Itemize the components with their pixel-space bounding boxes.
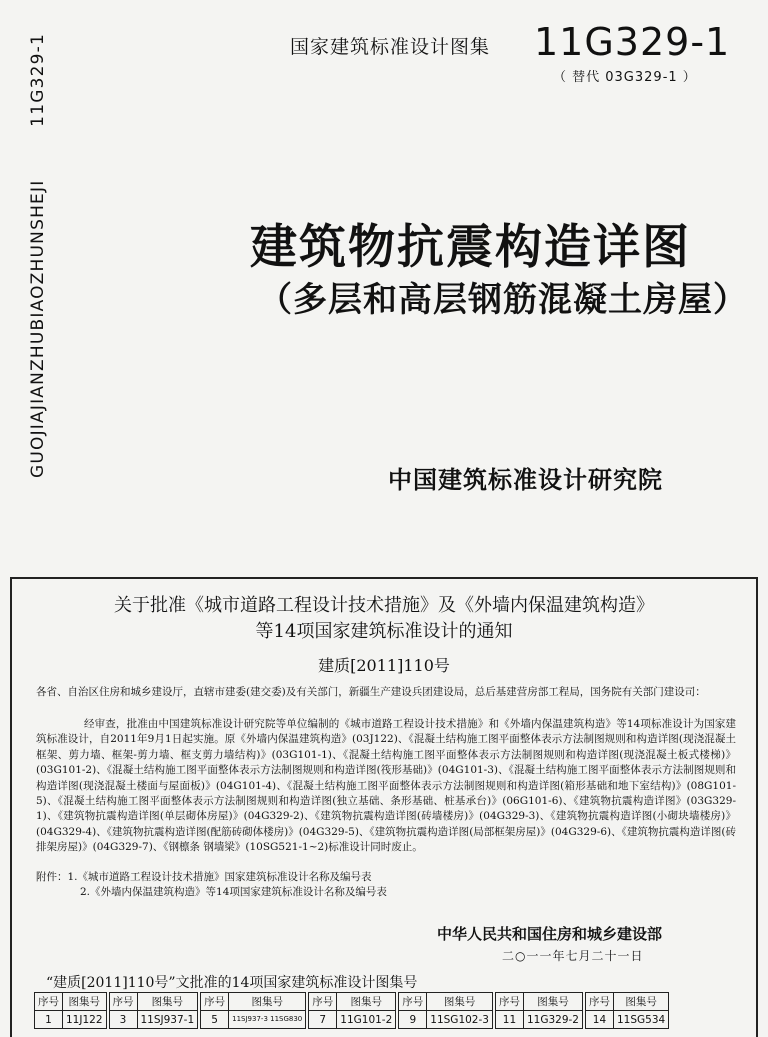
notice-title [12, 593, 756, 645]
header-cell: 图集号 [613, 993, 668, 1011]
atlas-label: 国家建筑标准设计图集 [290, 36, 491, 58]
header-cell: 序号 [585, 993, 613, 1011]
attachment-2: 2.《外墙内保温建筑构造》等14项国家建筑标准设计名称及编号表 [80, 886, 387, 899]
issue-date: 二○一一年七月二十一日 [502, 949, 644, 963]
notice-title-line1: 关于批准《城市道路工程设计技术措施》及《外墙内保温建筑构造》 [114, 595, 654, 616]
notice-title-line2: 等14项国家建筑标准设计的通知 [255, 621, 513, 642]
atlas-code: 11G329-1 [534, 20, 731, 64]
header-cell: 序号 [399, 993, 427, 1011]
table-header-row [35, 993, 669, 1011]
replaces-note: （ 替代 03G329-1 ） [553, 70, 697, 85]
table-cell: 11G101-2 [337, 1011, 396, 1029]
notice-attachments [36, 870, 736, 901]
header-cell: 序号 [201, 993, 229, 1011]
spine-code: 11G329-1 [28, 33, 48, 127]
table-cell: 7 [309, 1011, 337, 1029]
header-cell: 图集号 [137, 993, 198, 1011]
header-cell: 序号 [309, 993, 337, 1011]
header-cell: 序号 [495, 993, 523, 1011]
table-cell: 11SJ937-3 11SG830 [229, 1011, 306, 1029]
header-cell: 图集号 [63, 993, 107, 1011]
notice-box [10, 577, 758, 1037]
table-cell: 11J122 [63, 1011, 107, 1029]
cover-subtitle: （多层和高层钢筋混凝土房屋） [258, 280, 748, 320]
table-cell: 14 [585, 1011, 613, 1029]
publisher-name: 中国建筑标准设计研究院 [388, 465, 663, 494]
table-cell: 11SG534 [613, 1011, 668, 1029]
table-cell: 11G329-2 [523, 1011, 582, 1029]
table-cell: 1 [35, 1011, 63, 1029]
attachment-1: 附件：1.《城市道路工程设计技术措施》国家建筑标准设计名称及编号表 [36, 871, 372, 883]
atlas-number-table [34, 992, 669, 1029]
header-cell: 图集号 [229, 993, 306, 1011]
notice-body: 经审查，批准由中国建筑标准设计研究院等单位编制的《城市道路工程设计技术措施》和《外墙内保温建筑构造》等14项标准设计为国家建筑标准设计，自2011年9月1日起实施。原《外墙内保温建筑构造》(03J122)、《混凝土结构施工图平面整体表示方法制图规则和构造详图(现浇混凝土框架、剪力墙、框架-剪力墙、框支剪力墙结构)》(03G101-1)、《混凝土结构施工图平面整体表示方法制图规则和构造详图(现浇混凝土板式楼梯)》(03G101-2)、《混凝土结构施工图平面整体表示方法制图规则和构造详图(筏形基础)》(04G101-3)、《混凝土结构施工图平面整体表示方法制图规则和构造详图(现浇混凝土楼面与屋面板)》(04G101-4)、《混凝土结构施工图平面整体表示方法制图规则和构造详图(箱形基础和地下室结构)》(08G101-5)、《混凝土结构施工图平面整体表示方法制图规则和构造详图(独立基础、条形基础、桩基承台)》(06G101-6)、《建筑物抗震构造详图》(03G329-1)、《建筑物抗震构造详图(单层砌体房屋)》(04G329-2)、《建筑物抗震构造详图(砖墙楼房)》(04G329-3)、《建筑物抗震构造详图(小砌块墙楼房)》(04G329-4)、《建筑物抗震构造详图(配筋砖砌体楼房)》(04G329-5)、《建筑物抗震构造详图(局部框架房屋)》(04G329-6)、《建筑物抗震构造详图(砖排架房屋)》(04G329-7)、《钢檩条 钢墙梁》(10SG521-1~2)标准设计同时废止。 [36, 718, 736, 854]
table-row [35, 1011, 669, 1029]
header-cell: 图集号 [427, 993, 493, 1011]
table-cell: 3 [109, 1011, 137, 1029]
document-number: 建质[2011]110号 [318, 656, 450, 675]
header-cell: 图集号 [337, 993, 396, 1011]
notice-addressee: 各省、自治区住房和城乡建设厅，直辖市建委(建交委)及有关部门，新疆生产建设兵团建设局，总后基建营房部工程局，国务院有关部门建设司： [36, 686, 706, 698]
table-cell: 5 [201, 1011, 229, 1029]
header-cell: 序号 [109, 993, 137, 1011]
table-cell: 11 [495, 1011, 523, 1029]
issuing-authority: 中华人民共和国住房和城乡建设部 [437, 925, 663, 943]
table-cell: 11SJ937-1 [137, 1011, 198, 1029]
table-caption: “建质[2011]110号”文批准的14项国家建筑标准设计图集号 [46, 975, 418, 991]
spine-pinyin: GUOJIAJIANZHUBIAOZHUNSHEJI [28, 179, 48, 478]
header-cell: 图集号 [523, 993, 582, 1011]
table-cell: 11SG102-3 [427, 1011, 493, 1029]
header-cell: 序号 [35, 993, 63, 1011]
cover-title: 建筑物抗震构造详图 [250, 220, 691, 275]
table-cell: 9 [399, 1011, 427, 1029]
